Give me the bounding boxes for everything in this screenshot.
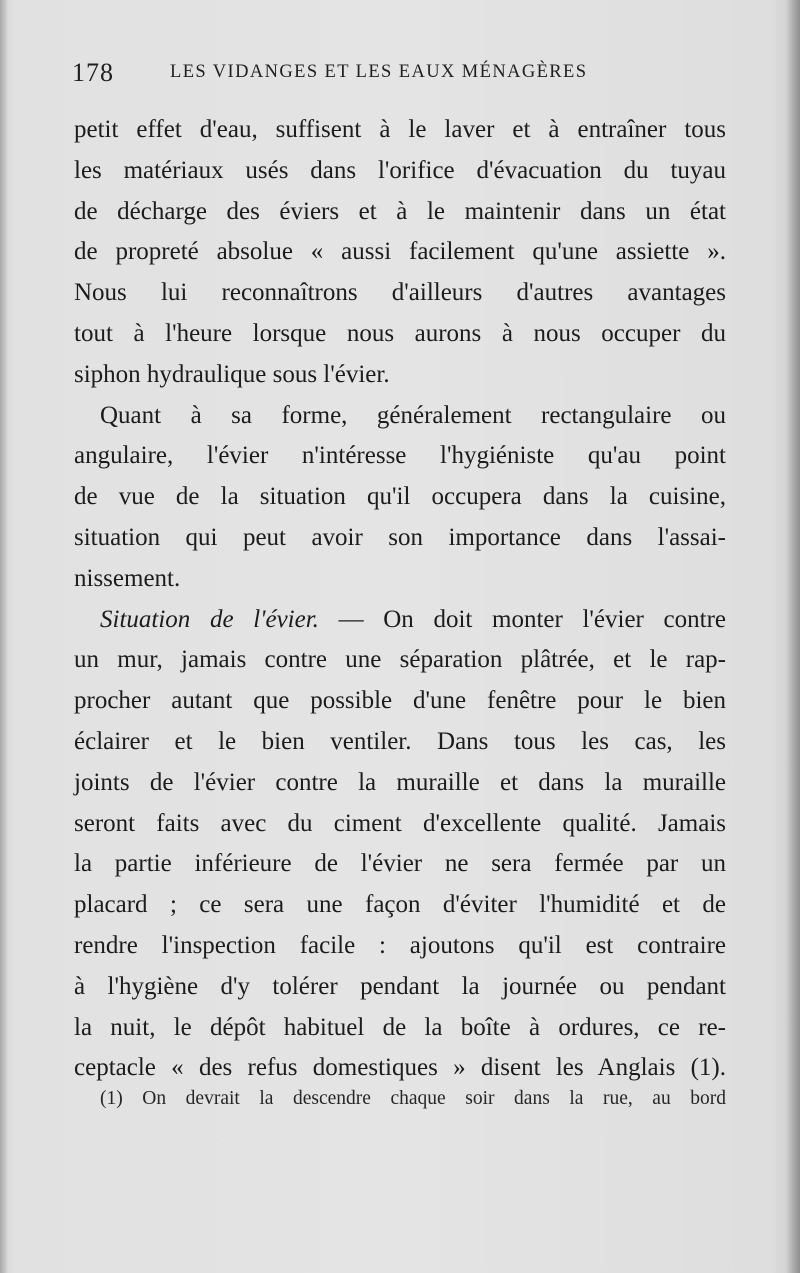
running-title: LES VIDANGES ET LES EAUX MÉNAGÈRES [170,62,588,82]
text-line: joints de l'évier contre la muraille et dans la muraille [74,768,726,796]
text-line: éclairer et le bien ventiler. Dans tous les cas, les [74,727,726,755]
text-line: de propreté absolue « aussi facilement qu'une assiette ». [74,238,726,266]
footnote: (1) On devrait la descendre chaque soir dans la rue, au bord [100,1088,726,1109]
text-line: ceptacle « des refus domestiques » disent les Anglais (1). [74,1054,726,1082]
text-line: de décharge des éviers et à le maintenir dans un état [74,197,726,225]
text-line: nissement. [74,564,181,592]
text-line: seront faits avec du ciment d'excellente qualité. Jamais [74,809,726,837]
body-text [74,110,726,1089]
text-line: placard ; ce sera une façon d'éviter l'humidité et de [74,891,726,919]
page-number: 178 [72,58,114,87]
text-line: à l'hygiène d'y tolérer pendant la journée ou pendant [74,972,726,1000]
section-first-line [74,600,726,641]
text-line: procher autant que possible d'une fenêtre pour le bien [74,687,726,715]
text-line: tout à l'heure lorsque nous aurons à nous occuper du [74,319,726,347]
page-header [72,58,732,92]
page-right-shadow [786,0,800,1273]
text-line: la nuit, le dépôt habituel de la boîte à ordures, ce re- [74,1013,726,1041]
section-first-line-text: — On doit monter l'évier contre [318,605,726,633]
text-line: Nous lui reconnaîtrons d'ailleurs d'autres avantages [74,279,726,307]
text-line: angulaire, l'évier n'intéresse l'hygiéniste qu'au point [74,442,726,470]
page-left-shadow [0,0,8,1273]
text-line: la partie inférieure de l'évier ne sera fermée par un [74,850,726,878]
text-line: petit effet d'eau, suffisent à le laver et à entraîner tous [74,116,726,143]
text-line: rendre l'inspection facile : ajoutons qu'il est contraire [74,931,726,959]
section-heading: Situation de l'évier. [100,605,319,633]
text-line: un mur, jamais contre une séparation plâtrée, et le rap- [74,646,726,674]
text-line: Quant à sa forme, généralement rectangulaire ou [100,401,726,429]
text-line: de vue de la situation qu'il occupera dans la cuisine, [74,483,726,511]
text-line: situation qui peut avoir son importance dans l'assai- [74,523,726,551]
text-line: siphon hydraulique sous l'évier. [74,360,390,388]
text-line: les matériaux usés dans l'orifice d'évacuation du tuyau [74,156,726,184]
